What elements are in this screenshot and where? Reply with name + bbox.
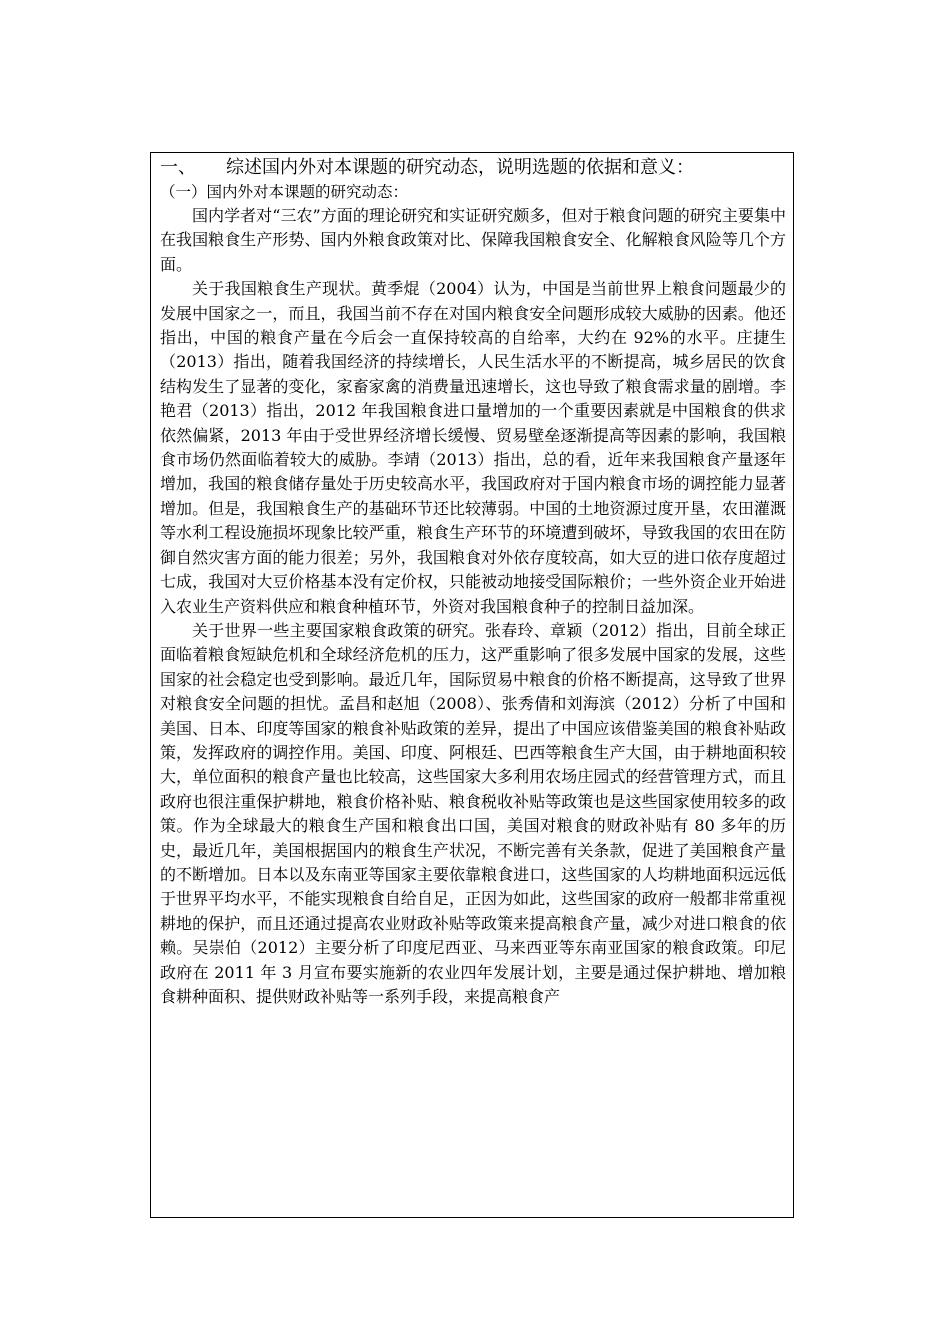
paragraph-world-policy: 关于世界一些主要国家粮食政策的研究。张春玲、章颖（2012）指出，目前全球正面临着粮食短缺危机和全球经济危机的压力，这严重影响了很多发展中国家的发展，这些国家的社会稳定也受到影响。最近几年，国际贸易中粮食的价格不断提高，这导致了世界对粮食安全问题的担忧。孟昌和赵旭（2008）、张秀倩和刘海滨（2012）分析了中国和美国、日本、印度等国家的粮食补贴政策的差异，提出了中国应该借鉴美国的粮食补贴政策，发挥政府的调控作用。美国、印度、阿根廷、巴西等粮食生产大国，由于耕地面积较大，单位面积的粮食产量也比较高，这些国家大多利用农场庄园式的经营管理方式，而且政府也很注重保护耕地，粮食价格补贴、粮食税收补贴等政策也是这些国家使用较多的政策。作为全球最大的粮食生产国和粮食出口国，美国对粮食的财政补贴有 80 多年的历史，最近几年，美国根据国内的粮食生产状况，不断完善有关条款，促进了美国粮食产量的不断增加。日本以及东南亚等国家主要依靠粮食进口，这些国家的人均耕地面积远远低于世界平均水平，不能实现粮食自给自足，正因为如此，这些国家的政府一般都非常重视耕地的保护，而且还通过提高农业财政补贴等政策来提高粮食产量，减少对进口粮食的依赖。吴崇伯（2012）主要分析了印度尼西亚、马来西亚等东南亚国家的粮食政策。印尼政府在 2011 年 3 月宣布要实施新的农业四年发展计划，主要是通过保护耕地、增加粮食耕种面积、提供财政补贴等一系列手段，来提高粮食产 [160,620,786,1006]
document-content [160,156,786,1009]
section-heading [160,156,786,180]
section-number: 一、 [160,157,196,178]
section-title: 综述国内外对本课题的研究动态，说明选题的依据和意义： [226,157,694,178]
paragraph-domestic-production: 关于我国粮食生产现状。黄季焜（2004）认为，中国是当前世界上粮食问题最少的发展中国家之一，而且，我国当前不存在对国内粮食安全问题形成较大威胁的因素。他还指出，中国的粮食产量在今后会一直保持较高的自给率，大约在 92%的水平。庄捷生（2013）指出，随着我国经济的持续增长，人民生活水平的不断提高，城乡居民的饮食结构发生了显著的变化，家畜家禽的消费量迅速增长，这也导致了粮食需求量的剧增。李艳君（2013）指出，2012 年我国粮食进口量增加的一个重要因素就是中国粮食的供求依然偏紧，2013 年由于受世界经济增长缓慢、贸易壁垒逐渐提高等因素的影响，我国粮食市场仍然面临着较大的威胁。李靖（2013）指出，总的看，近年来我国粮食产量逐年增加，我国的粮食储存量处于历史较高水平，我国政府对于国内粮食市场的调控能力显著增加。但是，我国粮食生产的基础环节还比较薄弱。中国的土地资源过度开垦，农田灌溉等水利工程设施损坏现象比较严重，粮食生产环节的环境遭到破坏，导致我国的农田在防御自然灾害方面的能力很差；另外，我国粮食对外依存度较高，如大豆的进口依存度超过七成，我国对大豆价格基本没有定价权，只能被动地接受国际粮价；一些外资企业开始进入农业生产资料供应和粮食种植环节，外资对我国粮食种子的控制日益加深。 [160,279,786,616]
subsection-heading: （一）国内外对本课题的研究动态： [160,183,409,201]
paragraph-intro: 国内学者对“三农”方面的理论研究和实证研究颇多，但对于粮食问题的研究主要集中在我国粮食生产形势、国内外粮食政策对比、保障我国粮食安全、化解粮食风险等几个方面。 [160,206,786,274]
